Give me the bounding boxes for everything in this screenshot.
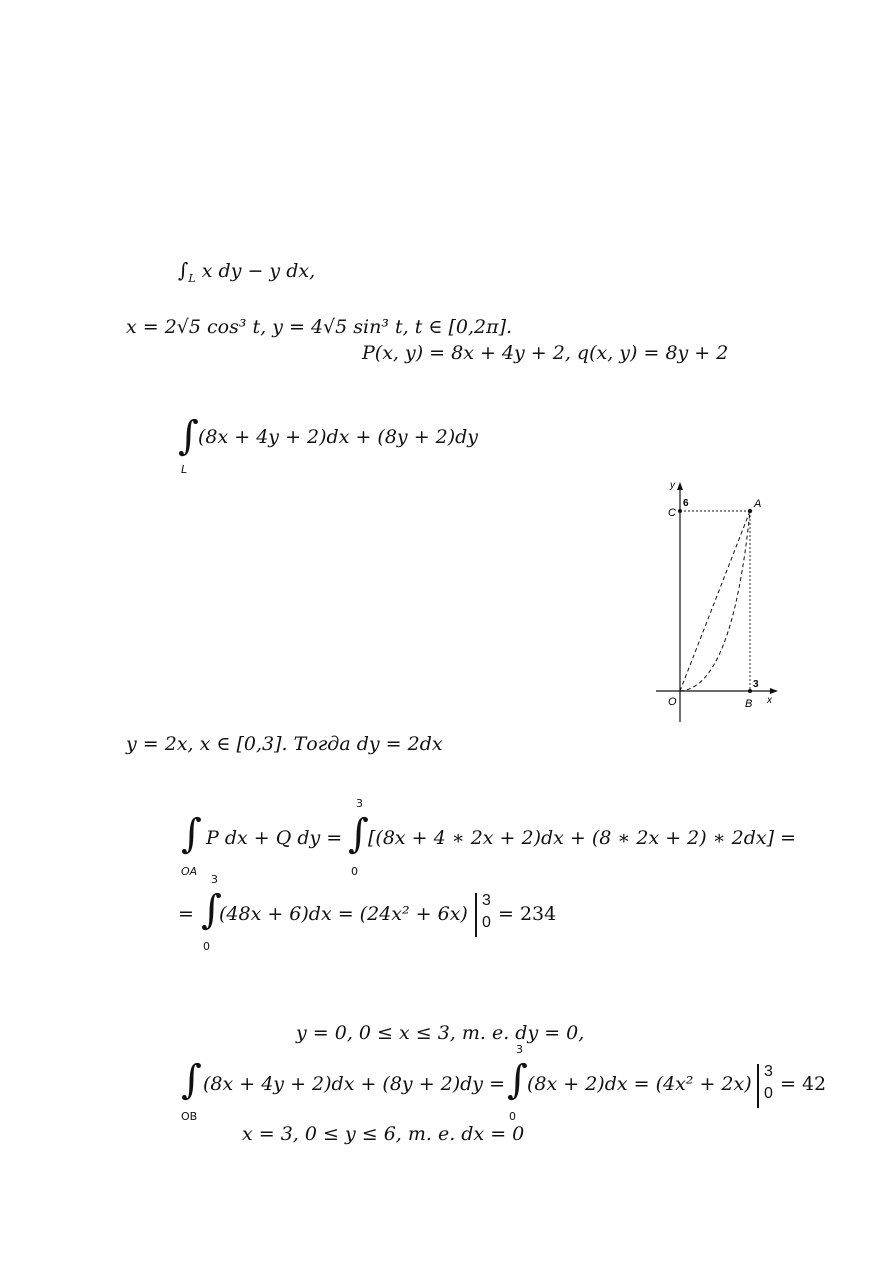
line-6-left: P dx + Q dy = <box>206 827 343 849</box>
point-c-label: C <box>668 507 676 519</box>
line-9-integral-sign-2: ∫ <box>507 1057 528 1103</box>
line-10-path-ab: x = 3, 0 ≤ y ≤ 6, т. е. dx = 0 <box>242 1123 525 1145</box>
origin-label: O <box>668 696 677 708</box>
integral-subscript: L <box>188 271 196 285</box>
line-9-eval-bar <box>757 1064 759 1108</box>
integral-sign: ∫ <box>178 258 189 282</box>
line-9-subscript: OB <box>181 1110 198 1123</box>
curve-graph <box>652 478 782 726</box>
line-4-subscript: L <box>181 463 188 476</box>
line-2-parametric: x = 2√5 cos³ t, y = 4√5 sin³ t, t ∈ [0,2π]. <box>126 316 513 338</box>
line-9-result: = 42 <box>780 1073 827 1095</box>
line-3-functions: P(x, y) = 8x + 4y + 2, q(x, y) = 8y + 2 <box>362 342 729 364</box>
line-9-left: (8x + 4y + 2)dx + (8y + 2)dy = <box>203 1073 506 1095</box>
line-9-integral-sign: ∫ <box>181 1057 202 1103</box>
y-axis-arrow <box>677 482 683 490</box>
x-axis-arrow <box>770 688 778 694</box>
line-9-eval-upper: 3 <box>764 1063 773 1080</box>
line-9-eval-lower: 0 <box>764 1085 773 1102</box>
line-9-lower-limit: 0 <box>509 1110 516 1123</box>
point-c-dot <box>678 509 682 513</box>
line-7-equals: = <box>178 903 194 925</box>
line-9-body: (8x + 2)dx = (4x² + 2x) <box>527 1073 752 1095</box>
line-7-integral-sign: ∫ <box>201 887 222 933</box>
line-7-result: = 234 <box>498 903 557 925</box>
line-7-eval-bar <box>475 893 477 937</box>
line-5-path-oa: y = 2x, x ∈ [0,3]. Тогда dy = 2dx <box>126 733 443 755</box>
line-6-integral-sign-2: ∫ <box>348 811 369 857</box>
line-7-body: (48x + 6)dx = (24x² + 6x) <box>219 903 468 925</box>
point-b-label: B <box>745 698 753 710</box>
integral-expression: x dy − y dx, <box>201 260 316 282</box>
line-4-integral-sign: ∫ <box>178 413 199 459</box>
line-oa <box>680 511 750 691</box>
line-7-eval-upper: 3 <box>482 892 491 909</box>
y-axis-label: y <box>670 480 675 491</box>
line-6-integral-sign: ∫ <box>181 811 202 857</box>
line-6-subscript: OA <box>181 865 198 878</box>
point-a-dot <box>748 509 752 513</box>
line-8-path-ob: y = 0, 0 ≤ x ≤ 3, т. е. dy = 0, <box>296 1022 585 1044</box>
line-7-lower-limit: 0 <box>203 940 210 953</box>
x-axis-label: x <box>767 695 772 706</box>
line-6-lower-limit: 0 <box>351 865 358 878</box>
tick-y-6: 6 <box>683 498 689 509</box>
point-b-dot <box>748 689 752 693</box>
tick-x-3: 3 <box>753 679 759 690</box>
point-a-label: A <box>754 498 762 510</box>
line-1-integral <box>178 260 315 284</box>
line-7-upper-limit: 3 <box>211 873 218 886</box>
line-6-upper-limit: 3 <box>356 797 363 810</box>
line-4-integrand: (8x + 4y + 2)dx + (8y + 2)dy <box>198 426 479 448</box>
line-9-upper-limit: 3 <box>516 1043 523 1056</box>
line-6-right: [(8x + 4 ∗ 2x + 2)dx + (8 ∗ 2x + 2) ∗ 2dx] = <box>368 827 797 849</box>
line-7-eval-lower: 0 <box>482 914 491 931</box>
